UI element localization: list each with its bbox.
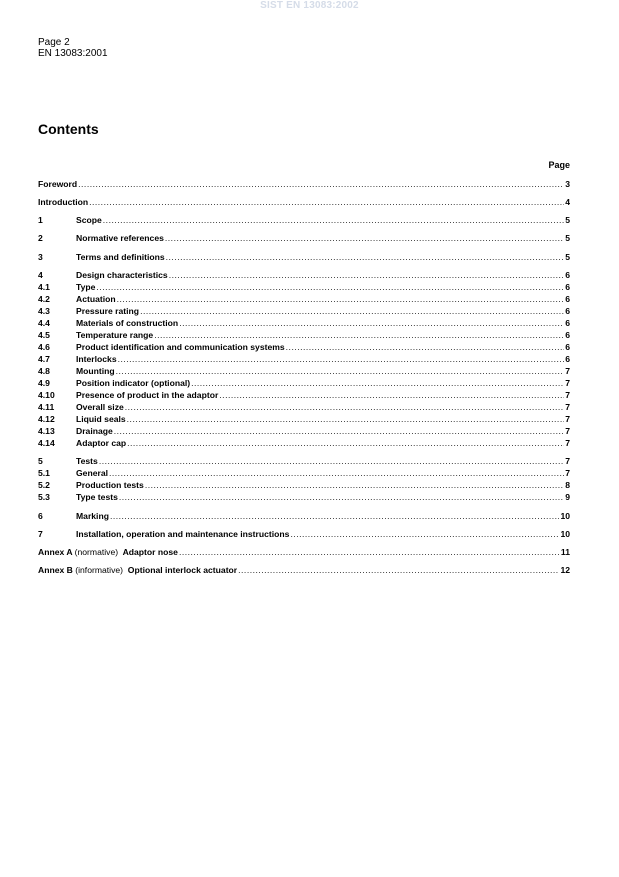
- dot-leader: [127, 414, 565, 424]
- dot-leader: [219, 390, 564, 400]
- toc-entry-temperature-range[interactable]: [38, 330, 570, 340]
- dot-leader: [89, 197, 564, 207]
- dot-leader: [78, 179, 564, 189]
- toc-entry-label: Scope: [76, 215, 102, 225]
- toc-entry-page: 5: [565, 233, 570, 243]
- watermark: SIST EN 13083:2002: [260, 0, 359, 11]
- toc-entry-label: Installation, operation and maintenance instructions: [76, 529, 290, 539]
- toc-entry-number: 4.10: [38, 390, 55, 400]
- toc-entry-label: Presence of product in the adaptor: [76, 390, 219, 400]
- toc-entry-page: 7: [565, 390, 570, 400]
- dot-leader: [166, 252, 565, 262]
- toc-entry-type[interactable]: [38, 282, 570, 292]
- toc-entry-label: Drainage: [76, 426, 113, 436]
- toc-entry-page: 7: [565, 426, 570, 436]
- toc-entry-adaptor-cap[interactable]: [38, 438, 570, 448]
- toc-entry-label: Marking: [76, 511, 109, 521]
- toc-entry-number: 5.3: [38, 492, 50, 502]
- toc-entry-number: 5.1: [38, 468, 50, 478]
- dot-leader: [116, 366, 565, 376]
- toc-entry-label: Type tests: [76, 492, 118, 502]
- toc-entry-introduction[interactable]: [38, 197, 570, 207]
- toc-entry-label: Production tests: [76, 480, 144, 490]
- toc-entry-page: 6: [565, 354, 570, 364]
- toc-entry-page: 10: [560, 529, 570, 539]
- toc-entry-page: 7: [565, 456, 570, 466]
- toc-entry-terms-and-definitions[interactable]: [38, 252, 570, 262]
- toc-entry-label: Actuation: [76, 294, 116, 304]
- toc-entry-marking[interactable]: [38, 511, 570, 521]
- toc-entry-number: 4.1: [38, 282, 50, 292]
- toc-entry-label: Introduction: [38, 197, 89, 207]
- toc-entry-number: 4.6: [38, 342, 50, 352]
- toc-entry-number: 4.9: [38, 378, 50, 388]
- toc-entry-pressure-rating[interactable]: [38, 306, 570, 316]
- toc-entry-label: Normative references: [76, 233, 164, 243]
- toc-entry-foreword[interactable]: [38, 179, 570, 189]
- toc-entry-production-tests[interactable]: [38, 480, 570, 490]
- toc-entry-liquid-seals[interactable]: [38, 414, 570, 424]
- dot-leader: [145, 480, 564, 490]
- annex-qualifier: (informative): [75, 565, 124, 575]
- toc-entry-page: 12: [560, 565, 570, 575]
- toc-entry-page: 7: [565, 402, 570, 412]
- table-of-contents: [38, 159, 570, 575]
- dot-leader: [119, 492, 564, 502]
- dot-leader: [127, 438, 564, 448]
- toc-entry-annex-label: [38, 547, 178, 557]
- page-column-label: Page: [548, 160, 570, 170]
- toc-entry-page: 9: [565, 492, 570, 502]
- toc-entry-label: Design characteristics: [76, 270, 168, 280]
- toc-entry-annex-a[interactable]: [38, 547, 570, 557]
- toc-entry-materials-of-construction[interactable]: [38, 318, 570, 328]
- toc-entry-general[interactable]: [38, 468, 570, 478]
- toc-entry-label: Mounting: [76, 366, 115, 376]
- dot-leader: [109, 468, 564, 478]
- annex-title: Optional interlock actuator: [127, 565, 238, 575]
- toc-entry-number: 6: [38, 511, 43, 521]
- toc-entry-overall-size[interactable]: [38, 402, 570, 412]
- annex-title: Adaptor nose: [122, 547, 178, 557]
- toc-entry-scope[interactable]: [38, 215, 570, 225]
- toc-entry-design-characteristics[interactable]: [38, 270, 570, 280]
- toc-entry-mounting[interactable]: [38, 366, 570, 376]
- dot-leader: [114, 426, 564, 436]
- dot-leader: [118, 354, 565, 364]
- annex-id: Annex A: [38, 547, 73, 557]
- toc-entry-page: 6: [565, 342, 570, 352]
- page-header: [38, 37, 108, 59]
- toc-entry-label: Type: [76, 282, 96, 292]
- page-title: Contents: [38, 121, 99, 137]
- toc-entry-number: 4.3: [38, 306, 50, 316]
- annex-id: Annex B: [38, 565, 73, 575]
- toc-entry-label: Liquid seals: [76, 414, 126, 424]
- toc-entry-page: 6: [565, 294, 570, 304]
- toc-entry-label: Foreword: [38, 179, 78, 189]
- page-number: Page 2: [38, 37, 70, 48]
- toc-entry-label: Position indicator (optional): [76, 378, 191, 388]
- toc-entry-number: 4.8: [38, 366, 50, 376]
- toc-entry-annex-b[interactable]: [38, 565, 570, 575]
- toc-entry-number: 4.7: [38, 354, 50, 364]
- toc-entry-page: 10: [560, 511, 570, 521]
- toc-entry-number: 4: [38, 270, 43, 280]
- toc-entry-number: 5: [38, 456, 43, 466]
- dot-leader: [96, 282, 564, 292]
- toc-entry-page: 5: [565, 252, 570, 262]
- toc-entry-type-tests[interactable]: [38, 492, 570, 502]
- dot-leader: [179, 318, 564, 328]
- toc-entry-page: 6: [565, 330, 570, 340]
- dot-leader: [290, 529, 559, 539]
- toc-entry-tests[interactable]: [38, 456, 570, 466]
- toc-entry-page: 7: [565, 378, 570, 388]
- toc-entry-page: 7: [565, 438, 570, 448]
- toc-entry-page: 5: [565, 215, 570, 225]
- toc-entry-page: 11: [560, 547, 570, 557]
- dot-leader: [154, 330, 564, 340]
- dot-leader: [169, 270, 565, 280]
- toc-entry-drainage[interactable]: [38, 426, 570, 436]
- toc-entry-label: Terms and definitions: [76, 252, 165, 262]
- dot-leader: [238, 565, 559, 575]
- toc-entry-number: 4.11: [38, 402, 55, 412]
- toc-entry-number: 5.2: [38, 480, 50, 490]
- toc-entry-position-indicator[interactable]: [38, 378, 570, 388]
- dot-leader: [165, 233, 564, 243]
- toc-entry-label: Temperature range: [76, 330, 154, 340]
- toc-entry-number: 3: [38, 252, 43, 262]
- toc-entry-normative-references[interactable]: [38, 233, 570, 243]
- toc-entry-label: Materials of construction: [76, 318, 179, 328]
- toc-entry-page: 8: [565, 480, 570, 490]
- toc-entry-presence-of-product[interactable]: [38, 390, 570, 400]
- dot-leader: [103, 215, 564, 225]
- dot-leader: [125, 402, 564, 412]
- toc-entry-number: 4.13: [38, 426, 55, 436]
- toc-entry-page: 6: [565, 270, 570, 280]
- toc-entry-number: 1: [38, 215, 43, 225]
- toc-entry-label: General: [76, 468, 109, 478]
- toc-entry-page: 3: [565, 179, 570, 189]
- toc-entry-annex-label: [38, 565, 237, 575]
- toc-entry-number: 4.5: [38, 330, 50, 340]
- toc-entry-page: 7: [565, 468, 570, 478]
- toc-entry-label: Overall size: [76, 402, 124, 412]
- standard-reference: EN 13083:2001: [38, 48, 108, 59]
- toc-entry-label: Adaptor cap: [76, 438, 127, 448]
- toc-entry-label: Pressure rating: [76, 306, 140, 316]
- toc-entry-page: 7: [565, 366, 570, 376]
- toc-entry-actuation[interactable]: [38, 294, 570, 304]
- toc-entry-number: 7: [38, 529, 43, 539]
- toc-entry-number: 4.2: [38, 294, 50, 304]
- toc-entry-product-identification[interactable]: [38, 342, 570, 352]
- toc-entry-number: 2: [38, 233, 43, 243]
- dot-leader: [117, 294, 565, 304]
- toc-entry-page: 7: [565, 414, 570, 424]
- toc-entry-installation[interactable]: [38, 529, 570, 539]
- toc-entry-label: Product identification and communication systems: [76, 342, 285, 352]
- toc-entry-label: Interlocks: [76, 354, 117, 364]
- toc-entry-number: 4.12: [38, 414, 55, 424]
- toc-entry-number: 4.4: [38, 318, 50, 328]
- dot-leader: [110, 511, 559, 521]
- toc-entry-number: 4.14: [38, 438, 55, 448]
- dot-leader: [99, 456, 564, 466]
- toc-entry-label: Tests: [76, 456, 98, 466]
- toc-entry-page: 6: [565, 318, 570, 328]
- dot-leader: [286, 342, 565, 352]
- annex-qualifier: (normative): [74, 547, 119, 557]
- toc-entry-page: 6: [565, 306, 570, 316]
- dot-leader: [191, 378, 564, 388]
- toc-entry-page: 4: [565, 197, 570, 207]
- toc-entry-interlocks[interactable]: [38, 354, 570, 364]
- toc-entry-page: 6: [565, 282, 570, 292]
- dot-leader: [179, 547, 560, 557]
- dot-leader: [140, 306, 564, 316]
